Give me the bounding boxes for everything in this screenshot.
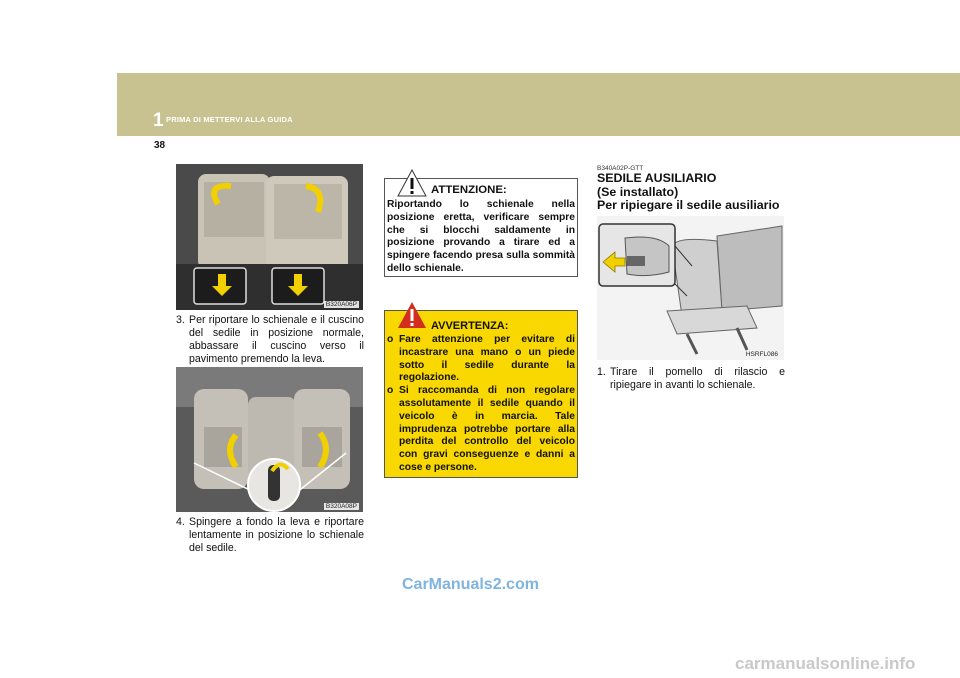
- step-text: Spingere a fondo la leva e riportare lentamente in posizione lo schienale del sedile.: [189, 516, 364, 554]
- bullet-marker: o: [387, 385, 394, 397]
- step-number: 4.: [176, 516, 185, 528]
- bullet-text: Si raccomanda di non regolare assolutamente il sedile quando il veicolo è in marcia. Tale imprudenza potrebbe portare alla perdita del controllo del veicolo con gravi conseguenze e danni a cose e persone.: [399, 385, 575, 473]
- section-code: B340A02P-GTT: [597, 165, 644, 172]
- section-title: [597, 172, 780, 213]
- chapter-title: PRIMA DI METTERVI ALLA GUIDA: [166, 115, 293, 124]
- photo-seat-upright: [176, 367, 363, 512]
- photo-seat-backs: [176, 164, 363, 310]
- bullet-marker: o: [387, 334, 394, 345]
- photo-code: B320A08P: [325, 503, 357, 510]
- warning-bullet-2: [387, 385, 575, 475]
- watermark-bottom[interactable]: carmanualsonline.info: [735, 654, 916, 673]
- warning-box: [384, 310, 578, 478]
- step-1: [597, 366, 785, 392]
- caution-text: Riportando lo schienale nella posizione eretta, verificare sempre che si blocchi saldamente in posizione provando a tirare ed a spingere facendo presa sulla sommità dello schienale.: [387, 199, 575, 274]
- step-text: Tirare il pomello di rilascio e ripiegare in avanti lo schienale.: [610, 366, 785, 391]
- step-number: 1.: [597, 366, 606, 378]
- header-band: [117, 73, 960, 136]
- step-text: Per riportare lo schienale e il cuscino del sedile in posizione normale, abbassare il cuscino verso il pavimento premendo la leva.: [189, 314, 364, 365]
- page-number: 38: [154, 140, 166, 151]
- step-number: 3.: [176, 314, 185, 326]
- chapter-number: 1: [153, 110, 164, 131]
- caution-title: ATTENZIONE:: [431, 184, 507, 196]
- step-3: [176, 314, 364, 366]
- caution-triangle-icon: [397, 169, 427, 197]
- warning-title: AVVERTENZA:: [431, 320, 509, 332]
- seat-upright-illustration: [176, 367, 363, 512]
- section-title-line-3: Per ripiegare il sedile ausiliario: [597, 198, 780, 212]
- photo-auxiliary-seat: [597, 216, 784, 360]
- caution-box: [384, 178, 578, 277]
- warning-text: [387, 334, 575, 475]
- section-title-line-2: (Se installato): [597, 184, 679, 199]
- photo-code: HSRFL086: [745, 351, 778, 358]
- warning-triangle-icon: [397, 301, 427, 329]
- watermark-top[interactable]: CarManuals2.com: [402, 576, 539, 593]
- photo-code: B320A06P: [325, 301, 357, 308]
- bullet-text: Fare attenzione per evitare di incastrare una mano o un piede sotto il sedile durante la regolazione.: [399, 334, 575, 384]
- seat-backs-illustration: [176, 164, 363, 310]
- auxiliary-seat-illustration: [597, 216, 784, 360]
- section-title-line-1: SEDILE AUSILIARIO: [597, 171, 717, 185]
- step-4: [176, 516, 364, 555]
- warning-bullet-1: [387, 334, 575, 385]
